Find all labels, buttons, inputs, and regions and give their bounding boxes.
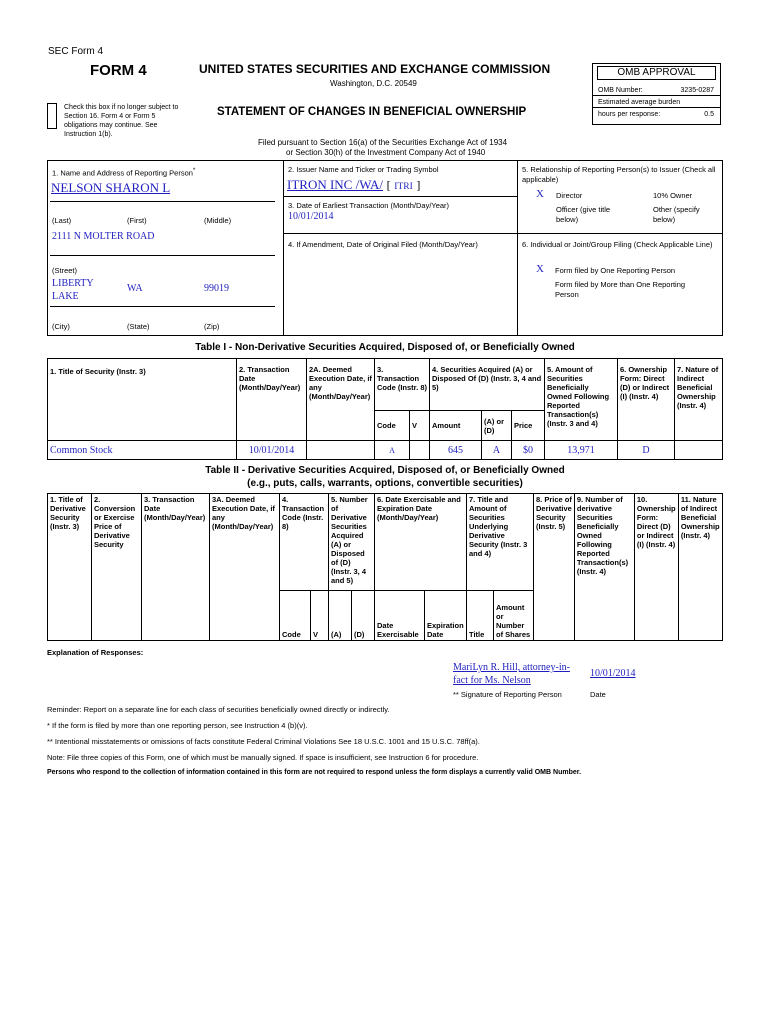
- t2-col-owned: 9. Number of derivative Securities Beneficially Owned Following Reported Transaction(s) (Instr. 4): [574, 494, 634, 641]
- city-value: LIBERTY LAKE: [52, 278, 94, 302]
- table2: [47, 493, 723, 641]
- filed-pursuant-line1: Filed pursuant to Section 16(a) of the Securities Exchange Act of 1934: [258, 138, 508, 147]
- form-title: FORM 4: [90, 62, 147, 79]
- one-person-mark[interactable]: X: [536, 263, 544, 275]
- t2-sub-v: V: [311, 591, 329, 641]
- t2-col-conversion: 2. Conversion or Exercise Price of Derivative Security: [92, 494, 142, 641]
- omb-hours-label: hours per response:: [598, 111, 661, 118]
- date-label: Date: [590, 690, 606, 699]
- t1-sub-aord: (A) or (D): [482, 411, 512, 441]
- amendment-label: 4. If Amendment, Date of Original Filed (Month/Day/Year): [288, 240, 478, 249]
- t2-col-underlying: 7. Title and Amount of Securities Underlying Derivative Security (Instr. 3 and 4): [467, 494, 534, 591]
- omb-number-value: 3235-0287: [680, 87, 714, 94]
- note-three-copies: Note: File three copies of this Form, one of which must be manually signed. If space is insufficient, see Instruction 6 for procedure.: [47, 753, 479, 762]
- issuer-name-line: ITRON INC /WA/ [ ITRI ]: [287, 177, 421, 192]
- t1-col-owned: 5. Amount of Securities Beneficially Owned Following Reported Transaction(s) (Instr. 3 and 4): [545, 359, 618, 441]
- filed-pursuant-line2: or Section 30(h) of the Investment Company Act of 1940: [286, 148, 486, 157]
- street-label: (Street): [52, 266, 78, 275]
- sec-form-label: SEC Form 4: [48, 46, 104, 57]
- t2-sub-title: Title: [467, 591, 494, 641]
- t2-col-nature: 11. Nature of Indirect Beneficial Ownership (Instr. 4): [678, 494, 722, 641]
- t1-row-owned: 13,971: [545, 441, 618, 460]
- table2-subtitle: (e.g., puts, calls, warrants, options, convertible securities): [247, 478, 523, 489]
- checkbox-text: Check this box if no longer subject to Section 16. Form 4 or Form 5 obligations may continue. See Instruction 1(b).: [64, 104, 179, 138]
- omb-burden-label: Estimated average burden: [598, 99, 681, 106]
- statement-title: STATEMENT OF CHANGES IN BENEFICIAL OWNERSHIP: [217, 106, 527, 118]
- reporting-person-label: 1. Name and Address of Reporting Person*: [52, 167, 196, 178]
- filing-label: 6. Individual or Joint/Group Filing (Check Applicable Line): [522, 240, 713, 249]
- t1-row-price: $0: [512, 441, 545, 460]
- t1-sub-v: V: [410, 411, 430, 441]
- zip-value: 99019: [204, 283, 229, 294]
- t2-sub-date-ex: Date Exercisable: [375, 591, 425, 641]
- issuer-name[interactable]: ITRON INC /WA/: [287, 177, 384, 192]
- commission-title: UNITED STATES SECURITIES AND EXCHANGE COMMISSION: [199, 62, 551, 76]
- t2-col-exercisable: 6. Date Exercisable and Expiration Date (Month/Day/Year): [375, 494, 467, 591]
- t2-col-price: 8. Price of Derivative Security (Instr. 5): [534, 494, 575, 641]
- t1-row-date: 10/01/2014: [237, 441, 307, 460]
- t1-col-date: 2. Transaction Date (Month/Day/Year): [237, 359, 307, 441]
- t1-sub-amount: Amount: [430, 411, 482, 441]
- t2-sub-d: (D): [352, 591, 375, 641]
- director-label: Director: [556, 191, 583, 200]
- omb-hours-value: 0.5: [704, 111, 714, 118]
- explanation-label: Explanation of Responses:: [47, 648, 144, 657]
- more-person-label: Form filed by More than One Reporting Person: [555, 280, 686, 299]
- t1-col-securities: 4. Securities Acquired (A) or Disposed Of (D) (Instr. 3, 4 and 5): [430, 359, 545, 411]
- issuer-ticker[interactable]: ITRI: [394, 182, 413, 192]
- t1-row-form: D: [618, 441, 675, 460]
- state-value: WA: [127, 283, 143, 294]
- t2-col-form: 10. Ownership Form: Direct (D) or Indirect (I) (Instr. 4): [634, 494, 678, 641]
- t1-row-amount: 645: [430, 441, 482, 460]
- t1-col-title: 1. Title of Security (Instr. 3): [48, 359, 237, 441]
- signature-label: ** Signature of Reporting Person: [453, 690, 562, 699]
- t2-sub-exp: Expiration Date: [425, 591, 467, 641]
- ten-pct-owner-label: 10% Owner: [653, 191, 693, 200]
- one-person-label: Form filed by One Reporting Person: [555, 266, 676, 275]
- state-label: (State): [127, 322, 150, 331]
- table2-title: Table II - Derivative Securities Acquired, Disposed of, or Beneficially Owned: [205, 465, 565, 476]
- t2-col-date: 3. Transaction Date (Month/Day/Year): [142, 494, 210, 641]
- commission-address: Washington, D.C. 20549: [330, 79, 417, 88]
- signature-date: 10/01/2014: [590, 668, 636, 679]
- t1-row-v: [410, 441, 430, 460]
- reminder-text: Reminder: Report on a separate line for each class of securities beneficially owned directly or indirectly.: [47, 705, 390, 714]
- t2-col-number: 5. Number of Derivative Securities Acquired (A) or Disposed of (D) (Instr. 3, 4 and 5): [329, 494, 375, 591]
- t2-col-code: 4. Transaction Code (Instr. 8): [280, 494, 329, 591]
- last-label: (Last): [52, 216, 72, 225]
- t1-row-title: Common Stock: [48, 441, 237, 460]
- omb-approval-box: [592, 63, 721, 125]
- earliest-date-value: 10/01/2014: [288, 211, 334, 222]
- t2-sub-amount: Amount or Number of Shares: [494, 591, 534, 641]
- t1-row-deemed: [307, 441, 375, 460]
- note-criminal-violations: ** Intentional misstatements or omissions of facts constitute Federal Criminal Violations See 18 U.S.C. 1001 and 15 U.S.C. 78ff(a).: [47, 737, 480, 746]
- t1-col-deemed: 2A. Deemed Execution Date, if any (Month/Day/Year): [307, 359, 375, 441]
- middle-label: (Middle): [204, 216, 232, 225]
- t2-col-title: 1. Title of Derivative Security (Instr. 3): [48, 494, 92, 641]
- t2-sub-code: Code: [280, 591, 311, 641]
- t1-col-nature: 7. Nature of Indirect Beneficial Ownership (Instr. 4): [675, 359, 723, 441]
- first-label: (First): [127, 216, 147, 225]
- earliest-date-label: 3. Date of Earliest Transaction (Month/Day/Year): [288, 201, 450, 210]
- note-multiple-persons: * If the form is filed by more than one reporting person, see Instruction 4 (b)(v).: [47, 721, 308, 730]
- city-label: (City): [52, 322, 70, 331]
- issuer-label: 2. Issuer Name and Ticker or Trading Symbol: [288, 165, 439, 174]
- t1-sub-price: Price: [512, 411, 545, 441]
- signature-value: MariLyn R. Hill, attorney-in-fact for Ms. Nelson: [453, 662, 570, 686]
- relationship-label: 5. Relationship of Reporting Person(s) to Issuer (Check all applicable): [522, 165, 716, 184]
- zip-label: (Zip): [204, 322, 220, 331]
- t2-col-deemed: 3A. Deemed Execution Date, if any (Month/Day/Year): [210, 494, 280, 641]
- table1-title: Table I - Non-Derivative Securities Acquired, Disposed of, or Beneficially Owned: [195, 342, 575, 353]
- persons-respond-note: Persons who respond to the collection of information contained in this form are not required to respond unless the form displays a currently valid OMB Number.: [47, 769, 582, 776]
- omb-number-label: OMB Number:: [598, 87, 643, 94]
- street-value: 2111 N MOLTER ROAD: [52, 231, 155, 242]
- officer-label: Officer (give title below): [556, 205, 611, 224]
- t1-sub-code: Code: [375, 411, 410, 441]
- director-mark[interactable]: X: [536, 188, 544, 200]
- omb-title: OMB APPROVAL: [597, 66, 716, 80]
- table-row: [48, 441, 723, 460]
- table1: [47, 358, 723, 460]
- t1-row-aord: A: [482, 441, 512, 460]
- other-label: Other (specify below): [653, 205, 700, 224]
- reporting-person-name[interactable]: NELSON SHARON L: [51, 180, 171, 195]
- t1-row-nature: [675, 441, 723, 460]
- t1-col-code: 3. Transaction Code (Instr. 8): [375, 359, 430, 411]
- t1-col-form: 6. Ownership Form: Direct (D) or Indirect (I) (Instr. 4): [618, 359, 675, 441]
- no-longer-subject-checkbox[interactable]: [47, 103, 57, 129]
- t2-sub-a: (A): [329, 591, 352, 641]
- t1-row-code: A: [375, 441, 410, 460]
